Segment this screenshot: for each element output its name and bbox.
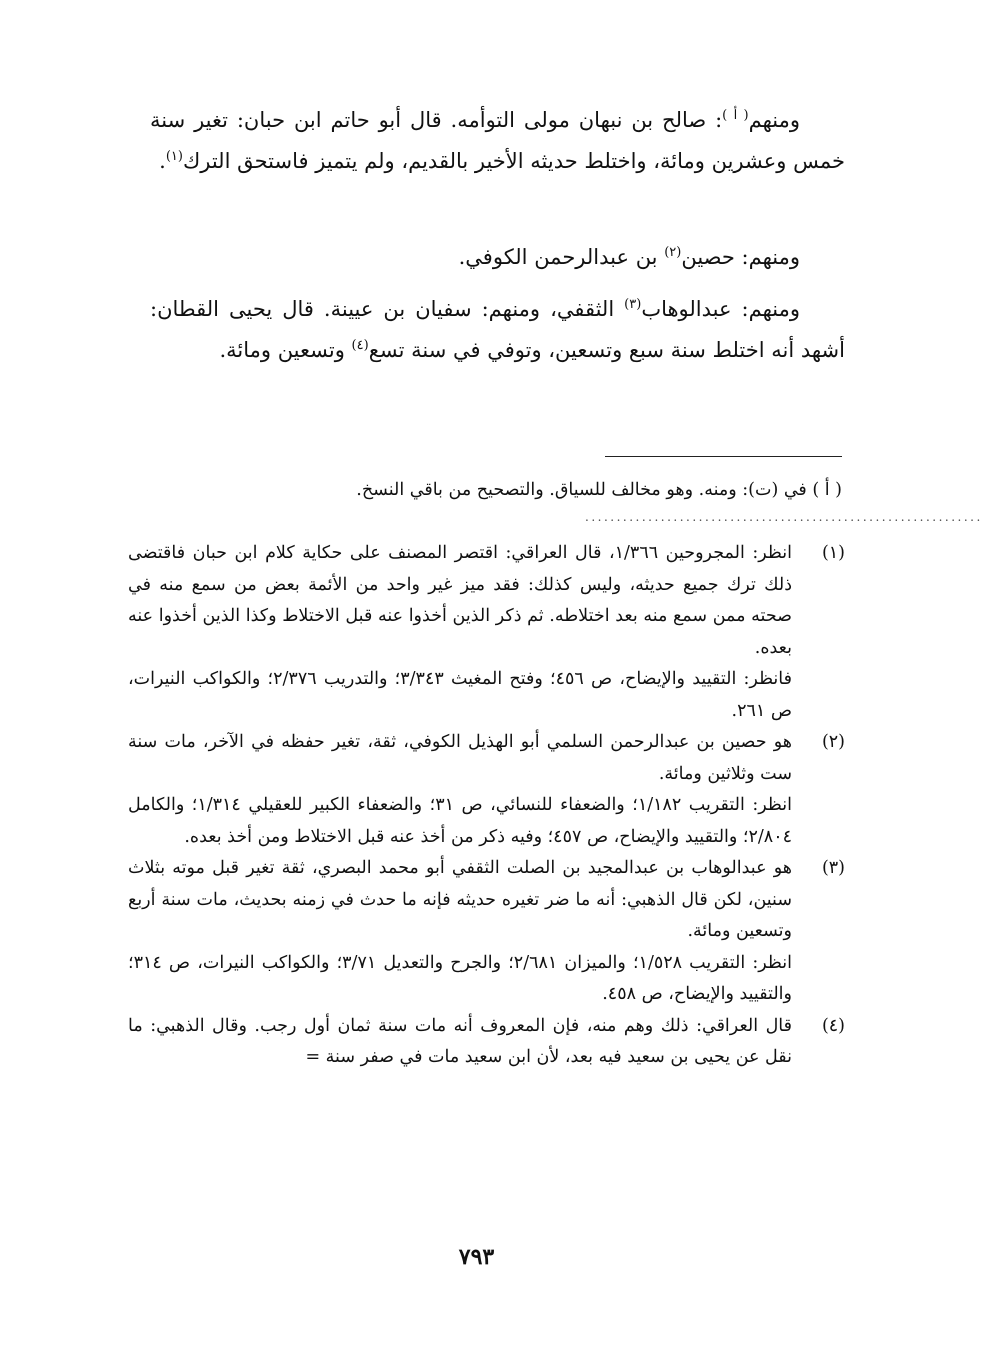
paragraph-husayn	[150, 237, 845, 289]
text-run: ومنهم	[748, 108, 800, 132]
footnote-3	[128, 853, 845, 1011]
text-run: ومنهم: عبدالوهاب	[641, 297, 800, 321]
footnote-separator	[605, 456, 842, 457]
paragraph-abdulwahhab	[150, 289, 845, 409]
footnote-reference: (١)	[165, 149, 183, 164]
footnote-paragraph: فانظر: التقييد والإيضاح، ص ٤٥٦؛ وفتح المغيث ٣/٣٤٣؛ والتدريب ٢/٣٧٦؛ والكواكب النيرات، ص ٢٦١.	[128, 669, 792, 721]
correction-note: ( أ ) في (ت): ومنه. وهو مخالف للسياق. والتصحيح من باقي النسخ.	[356, 480, 842, 500]
text-run: ومنهم: حصين	[681, 245, 800, 269]
text-run: : صالح بن نبهان مولى التوأمه. قال أبو حاتم ابن حبان: تغير سنة خمس وعشرين ومائة، واختلط حديثه الأخير بالقديم، ولم يتميز فاستحق الترك	[150, 108, 845, 173]
letter-reference: ( أ )	[722, 108, 749, 123]
footnote-reference: (٣)	[624, 297, 642, 312]
footnote-paragraph: هو حصين بن عبدالرحمن السلمي أبو الهذيل الكوفي، ثقة، تغير حفظه في الآخر، مات سنة ست وثلاثين ومائة.	[128, 732, 792, 784]
text-run: وتسعين ومائة.	[219, 338, 352, 362]
footnote-paragraph: انظر: التقريب ١/٥٢٨؛ والميزان ٢/٦٨١؛ والجرح والتعديل ٣/٧١؛ والكواكب النيرات، ص ٣١٤؛ والتقييد والإيضاح، ص ٤٥٨.	[128, 952, 792, 1004]
main-text	[150, 100, 845, 409]
footnotes	[128, 538, 845, 1074]
dotted-divider: ...............................................................	[585, 510, 983, 524]
footnote-number: (١)	[821, 543, 845, 563]
page-number: ٧٩٣	[458, 1244, 495, 1270]
text-run: الثقفي، ومنهم: سفيان بن عيينة. قال يحيى القطان: أشهد أنه اختلط سنة سبع وتسعين، وتوفي في سنة تسع	[150, 297, 845, 362]
paragraph-saleh	[150, 100, 845, 235]
footnote-reference: (٢)	[664, 245, 682, 260]
footnote-number: (٢)	[821, 732, 845, 752]
footnote-2	[128, 727, 845, 853]
footnote-paragraph: انظر: المجروحين ١/٣٦٦، قال العراقي: اقتصر المصنف على حكاية كلام ابن حبان فاقتضى ذلك ترك جميع حديثه، وليس كذلك: فقد ميز غير واحد من الأئمة بعض من سمع منه في صحته ممن سمع منه بعد اختلاطه. ثم ذكر الذين أخذوا عنه قبل الاختلاط وكذا الذين أخذوا عنه بعده.	[128, 543, 792, 658]
footnote-number: (٣)	[821, 858, 845, 878]
text-run: .	[159, 149, 166, 173]
footnote-reference: (٤)	[351, 338, 369, 353]
footnote-paragraph: هو عبدالوهاب بن عبدالمجيد بن الصلت الثقفي أبو محمد البصري، ثقة تغير قبل موته بثلاث سنين، لكن قال الذهبي: أنه ما ضر تغيره حديثه فإنه ما حدث في زمنه بحديث، مات سنة أربع وتسعين ومائة.	[128, 858, 792, 941]
footnote-paragraph: قال العراقي: ذلك وهم منه، فإن المعروف أنه مات سنة ثمان أول رجب. وقال الذهبي: ما نقل عن يحيى بن سعيد فيه بعد، لأن ابن سعيد مات في صفر سنة =	[128, 1015, 792, 1067]
footnote-4	[128, 1011, 845, 1074]
footnote-paragraph: انظر: التقريب ١/١٨٢؛ والضعفاء للنسائي، ص ٣١؛ والضعفاء الكبير للعقيلي ١/٣١٤؛ والكامل ٢/٨٠٤؛ والتقييد والإيضاح، ص ٤٥٧؛ وفيه ذكر من أخذ عنه قبل الاختلاط ومن أخذ بعده.	[128, 795, 792, 847]
footnote-number: (٤)	[821, 1015, 845, 1036]
text-run: بن عبدالرحمن الكوفي.	[458, 245, 665, 269]
footnote-1	[128, 538, 845, 727]
